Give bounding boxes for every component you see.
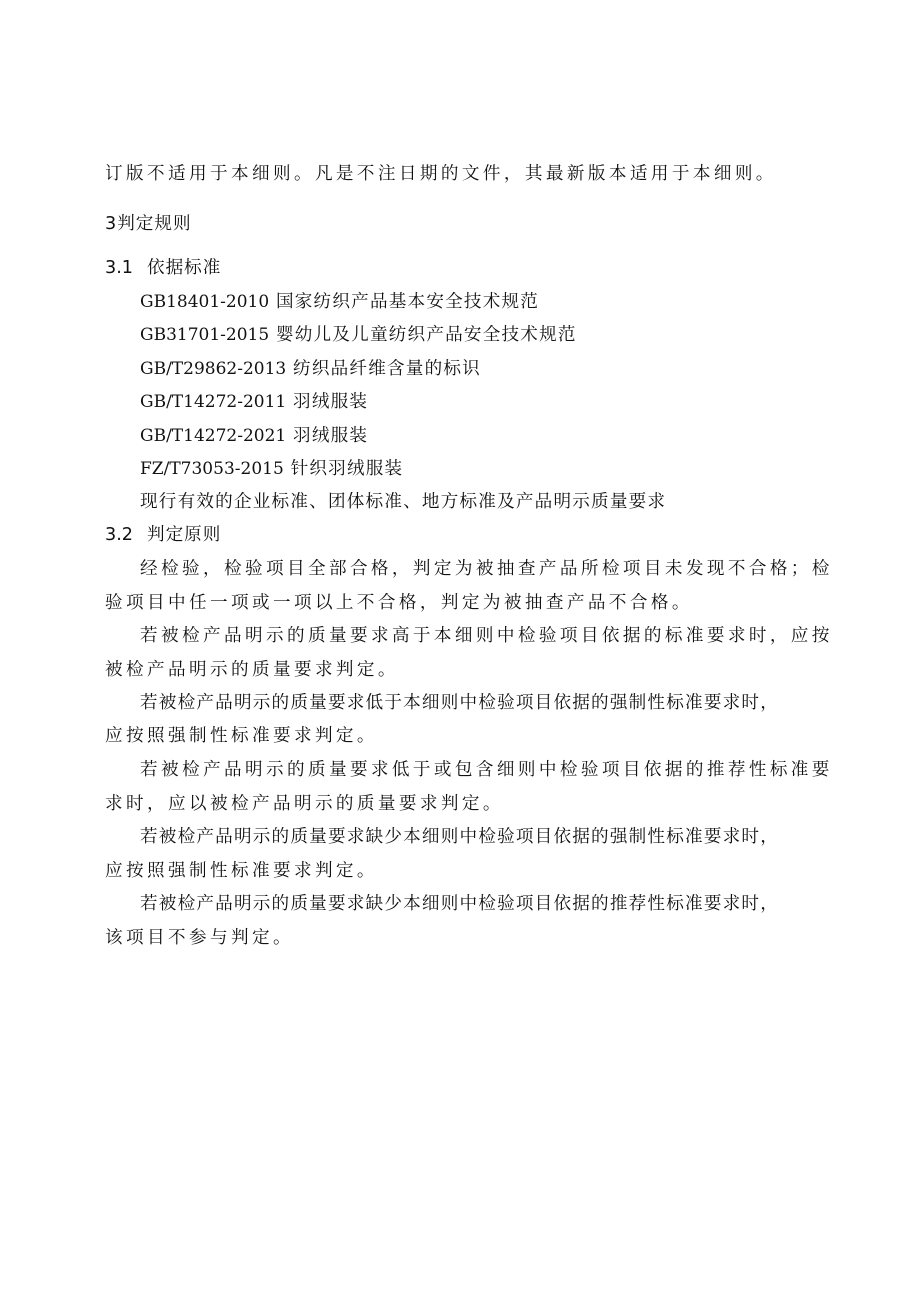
section-3-2-heading (105, 523, 221, 547)
paragraph-line: 应按照强制性标准要求判定。 (105, 726, 378, 746)
section-3-title: 判定规则 (117, 214, 192, 234)
standard-item (140, 323, 577, 347)
standard-item (140, 290, 539, 314)
standard-code: GB/T14272-2011 (140, 392, 287, 412)
standard-name: 羽绒服装 (293, 426, 369, 446)
paragraph-line: 若被检产品明示的质量要求低于或包含细则中检验项目依据的推荐性标准要 (140, 760, 833, 780)
standard-code: GB31701-2015 (140, 325, 270, 345)
standard-name: 婴幼儿及儿童纺织产品安全技术规范 (275, 325, 577, 345)
section-3-1-title: 依据标准 (146, 258, 222, 278)
standard-item (140, 390, 368, 414)
standard-name: 纺织品纤维含量的标识 (293, 359, 481, 379)
standard-code: GB/T14272-2021 (140, 426, 287, 446)
standard-code: FZ/T73053-2015 (140, 459, 284, 479)
paragraph-line: 若被检产品明示的质量要求缺少本细则中检验项目依据的推荐性标准要求时， (140, 894, 779, 914)
paragraph-line: 若被检产品明示的质量要求缺少本细则中检验项目依据的强制性标准要求时， (140, 827, 779, 847)
intro-line: 订版不适用于本细则。凡是不注日期的文件，其最新版本适用于本细则。 (105, 164, 777, 184)
standard-item (140, 357, 481, 381)
section-3-2-number: 3.2 (105, 525, 133, 545)
standard-code: GB18401-2010 (140, 292, 270, 312)
standard-note: 现行有效的企业标准、团体标准、地方标准及产品明示质量要求 (140, 492, 667, 512)
section-3-1-number: 3.1 (105, 258, 133, 278)
section-3-1-heading (105, 256, 221, 280)
standard-item (140, 424, 368, 448)
standard-item (140, 457, 403, 481)
paragraph-line: 验项目中任一项或一项以上不合格，判定为被抽查产品不合格。 (105, 593, 693, 613)
paragraph-line: 若被检产品明示的质量要求低于本细则中检验项目依据的强制性标准要求时， (140, 693, 779, 713)
paragraph-line: 被检产品明示的质量要求判定。 (105, 660, 399, 680)
section-3-heading (105, 212, 192, 236)
paragraph-line: 若被检产品明示的质量要求高于本细则中检验项目依据的标准要求时，应按 (140, 626, 833, 646)
standard-name: 针织羽绒服装 (290, 459, 404, 479)
standard-name: 国家纺织产品基本安全技术规范 (275, 292, 540, 312)
section-3-number: 3 (105, 214, 118, 234)
paragraph-line: 经检验，检验项目全部合格，判定为被抽查产品所检项目未发现不合格；检 (140, 559, 833, 579)
paragraph-line: 该项目不参与判定。 (105, 928, 294, 948)
standard-name: 羽绒服装 (293, 392, 369, 412)
paragraph-line: 求时，应以被检产品明示的质量要求判定。 (105, 794, 504, 814)
standard-code: GB/T29862-2013 (140, 359, 287, 379)
paragraph-line: 应按照强制性标准要求判定。 (105, 861, 378, 881)
section-3-2-title: 判定原则 (146, 525, 222, 545)
